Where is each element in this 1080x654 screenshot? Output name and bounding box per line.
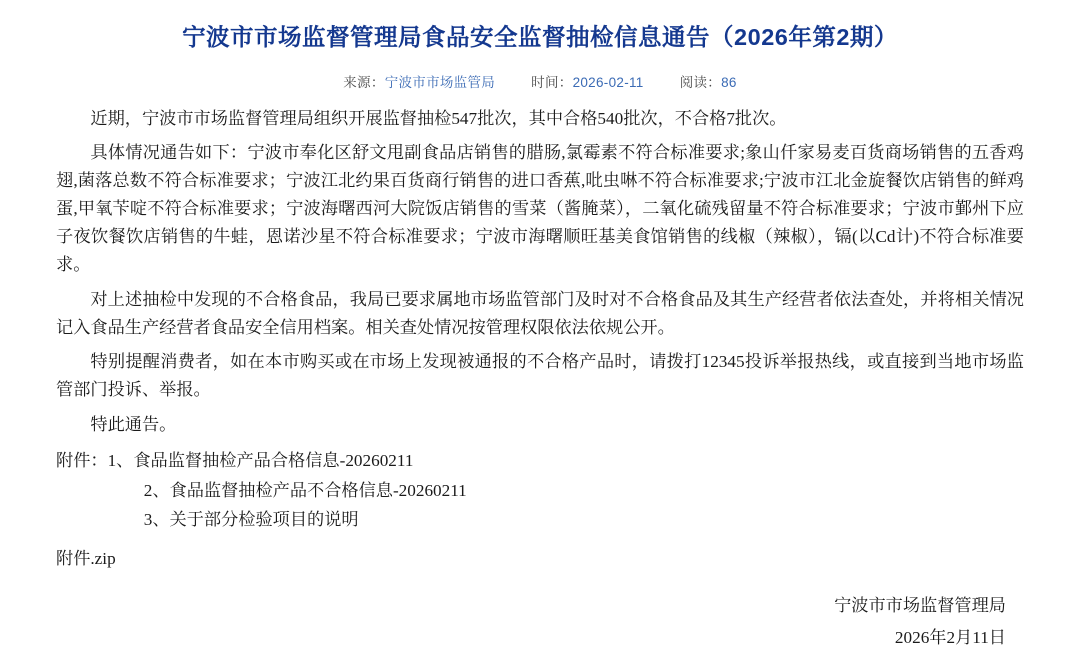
meta-views-label: 阅读：: [679, 74, 722, 90]
attachment-item-3[interactable]: 3、关于部分检验项目的说明: [143, 510, 359, 530]
document-body: [34, 105, 1046, 654]
signature-date: 2026年2月11日: [894, 628, 1006, 648]
paragraph-summary: 近期，宁波市市场监督管理局组织开展监督抽检547批次，其中合格540批次，不合格7批次。: [90, 108, 787, 128]
document-meta-bar: [34, 71, 1046, 91]
meta-views: [680, 71, 737, 91]
attachment-list: [56, 446, 1024, 535]
paragraph-consumer-notice: 特别提醒消费者，如在本市购买或在市场上发现被通报的不合格产品时，请拨打12345投诉举报热线，或直接到当地市场监管部门投诉、举报。: [56, 352, 1024, 400]
document-signature: [56, 590, 1024, 654]
meta-source-label: 来源：: [343, 74, 385, 90]
list-item: [56, 505, 1024, 535]
meta-time-value: 2026-02-11: [572, 74, 644, 90]
attachment-list-label: 附件：: [56, 451, 108, 470]
meta-time: [531, 71, 643, 91]
paragraph-closing: 特此通告。: [90, 415, 177, 435]
attachment-item-2[interactable]: 2、食品监督抽检产品不合格信息-20260211: [143, 480, 467, 500]
paragraph-details: 具体情况通告如下：宁波市奉化区舒文甩副食品店销售的腊肠,氯霉素不符合标准要求;象山仟家易麦百货商场销售的五香鸡翅,菌落总数不符合标准要求；宁波江北约果百货商行销售的进口香蕉,吡虫啉不符合标准要求;宁波市江北金旋餐饮店销售的鲜鸡蛋,甲氧苄啶不符合标准要求；宁波海曙西河大院饭店销售的雪菜（酱腌菜），二氧化硫残留量不符合标准要求；宁波市鄞州下应子夜饮餐饮店销售的牛蛙，恩诺沙星不符合标准要求；宁波市海曙顺旺基美食馆销售的线椒（辣椒），镉(以Cd计)不符合标准要求。: [56, 143, 1024, 274]
meta-views-value: 86: [721, 74, 737, 90]
attachment-zip-link[interactable]: 附件.zip: [56, 548, 116, 568]
attachment-item-1[interactable]: 1、食品监督抽检产品合格信息-20260211: [107, 451, 414, 470]
meta-source: [343, 71, 495, 91]
paragraph-enforcement: 对上述抽检中发现的不合格食品，我局已要求属地市场监管部门及时对不合格食品及其生产经营者依法查处，并将相关情况记入食品生产经营者食品安全信用档案。相关查处情况按管理权限依法依规公开。: [56, 289, 1024, 337]
signature-issuer: 宁波市市场监督管理局: [834, 596, 1006, 616]
meta-time-label: 时间：: [531, 74, 573, 90]
meta-source-value: 宁波市市场监管局: [384, 74, 496, 90]
list-item: [56, 446, 1024, 476]
list-item: [56, 476, 1024, 506]
page-title: 宁波市市场监督管理局食品安全监督抽检信息通告（2026年第2期）: [182, 24, 898, 50]
